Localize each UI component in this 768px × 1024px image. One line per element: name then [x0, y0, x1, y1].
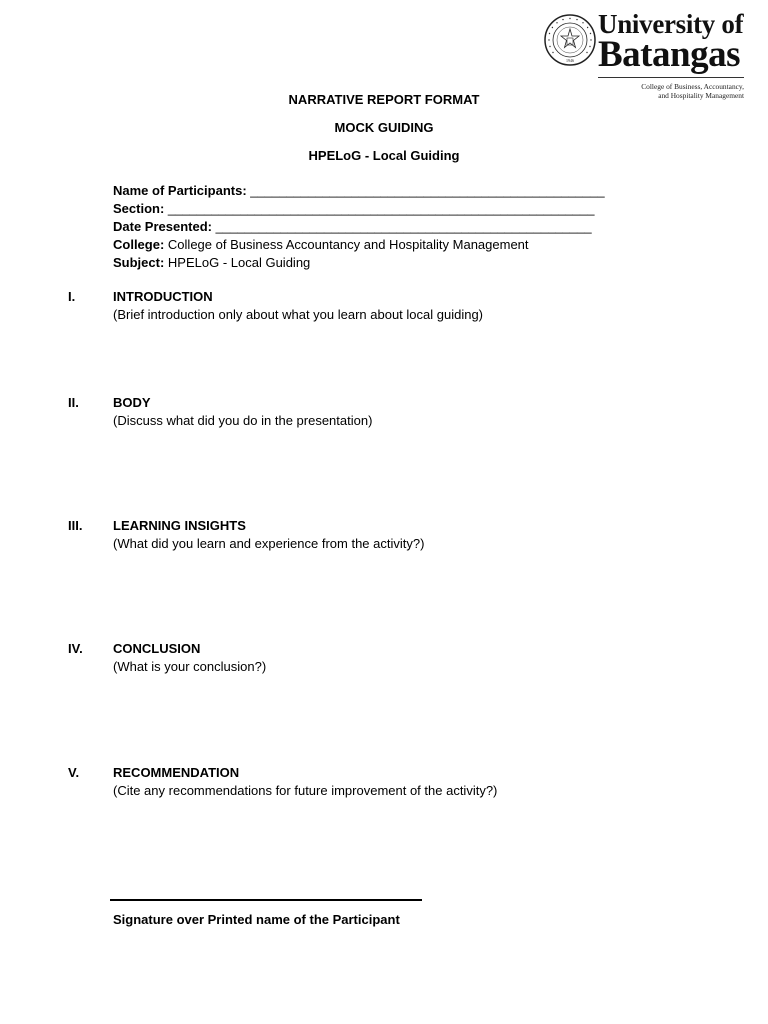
- college-value: College of Business Accountancy and Hospitality Management: [167, 237, 529, 252]
- document-course-title: HPELoG - Local Guiding: [308, 148, 460, 163]
- section-hint: (Cite any recommendations for future improvement of the activity?): [113, 783, 498, 798]
- letterhead-divider: [598, 77, 744, 78]
- university-seal-icon: [544, 14, 596, 66]
- section-title: CONCLUSION: [113, 641, 201, 656]
- college-name-line1: College of Business, Accountancy,: [641, 82, 744, 91]
- section-title: RECOMMENDATION: [113, 765, 240, 780]
- section-numeral: V.: [68, 765, 80, 780]
- subject-value: HPELoG - Local Guiding: [167, 255, 311, 270]
- signature-line: [110, 899, 422, 901]
- section-hint: (Brief introduction only about what you learn about local guiding): [113, 307, 484, 322]
- section-hint: (Discuss what did you do in the presentation): [113, 413, 373, 428]
- college-label: College:: [113, 237, 165, 252]
- document-title: NARRATIVE REPORT FORMAT: [288, 92, 480, 107]
- subject-label: Subject:: [113, 255, 165, 270]
- date-blank: ____________________________________________________: [215, 219, 592, 234]
- participant-info: [113, 182, 605, 272]
- participants-label: Name of Participants:: [113, 183, 247, 198]
- section-numeral: III.: [68, 518, 83, 533]
- section-title: INTRODUCTION: [113, 289, 213, 304]
- document-subtitle: MOCK GUIDING: [334, 120, 434, 135]
- participants-blank: _________________________________________________: [250, 183, 605, 198]
- section-label: Section:: [113, 201, 165, 216]
- section-hint: (What did you learn and experience from the activity?): [113, 536, 425, 551]
- university-name-line1: University of: [598, 9, 744, 39]
- participants-row: [113, 182, 605, 200]
- college-row: [113, 236, 605, 254]
- section-hint: (What is your conclusion?): [113, 659, 267, 674]
- university-name: [598, 9, 744, 75]
- seal-year: 1946: [566, 58, 574, 63]
- subject-row: [113, 254, 605, 272]
- section-title: BODY: [113, 395, 151, 410]
- university-name-line2: Batangas: [598, 34, 740, 75]
- section-numeral: II.: [68, 395, 79, 410]
- date-label: Date Presented:: [113, 219, 212, 234]
- section-row: [113, 200, 605, 218]
- section-title: LEARNING INSIGHTS: [113, 518, 246, 533]
- date-row: [113, 218, 605, 236]
- section-numeral: IV.: [68, 641, 83, 656]
- college-name-line2: and Hospitality Management: [658, 91, 744, 100]
- section-numeral: I.: [68, 289, 76, 304]
- section-blank: ___________________________________________________________: [167, 201, 595, 216]
- signature-label: Signature over Printed name of the Participant: [113, 912, 400, 927]
